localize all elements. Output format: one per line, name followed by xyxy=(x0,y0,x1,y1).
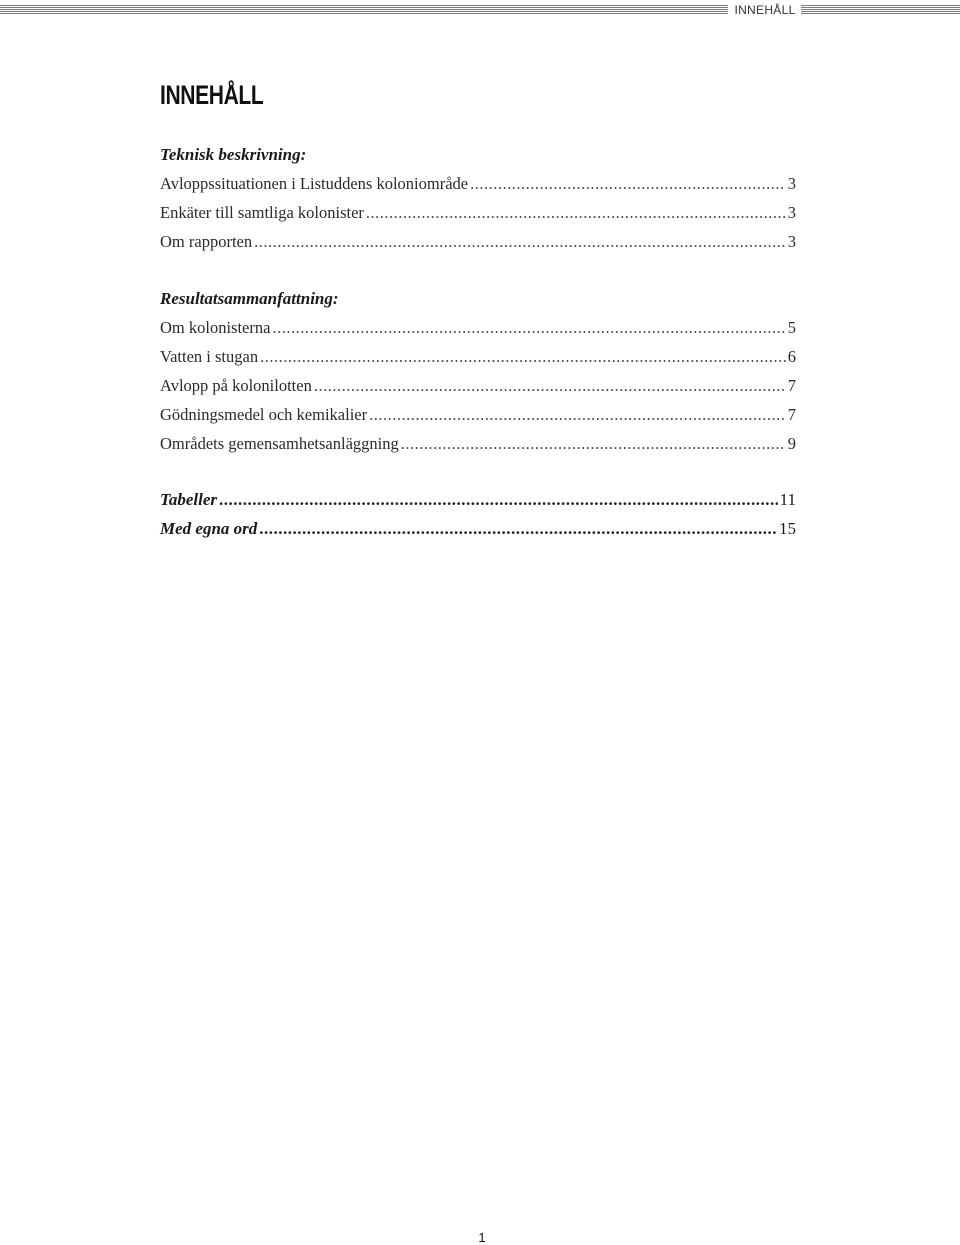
dot-leader xyxy=(366,198,786,227)
toc-entry-page: 3 xyxy=(787,232,796,251)
dot-leader xyxy=(272,313,785,342)
dot-leader xyxy=(219,485,778,514)
running-header xyxy=(0,1,960,19)
dot-leader xyxy=(314,371,786,400)
table-of-contents xyxy=(160,140,796,543)
toc-entry-label: Enkäter till samtliga kolonister xyxy=(160,203,364,222)
toc-entry-page: 7 xyxy=(787,376,796,395)
page-number: 1 xyxy=(478,1230,486,1245)
toc-entry-page: 3 xyxy=(787,203,796,222)
toc-entry[interactable] xyxy=(160,342,796,371)
toc-major-entry-page: 11 xyxy=(779,490,796,509)
toc-entry-label: Vatten i stugan xyxy=(160,347,259,366)
dot-leader xyxy=(401,429,786,458)
dot-leader xyxy=(260,342,786,371)
toc-entry[interactable] xyxy=(160,400,796,429)
toc-entry-label: Gödningsmedel och kemikalier xyxy=(160,405,368,424)
toc-major-entry-label: Tabeller xyxy=(160,490,217,509)
toc-entry[interactable] xyxy=(160,198,796,227)
toc-entry-page: 5 xyxy=(787,318,796,337)
toc-entry-page: 6 xyxy=(787,347,796,366)
toc-entry-label: Om kolonisterna xyxy=(160,318,271,337)
toc-entry[interactable] xyxy=(160,313,796,342)
toc-entry-page: 7 xyxy=(787,405,796,424)
toc-entry[interactable] xyxy=(160,169,796,198)
toc-major-entry-label: Med egna ord xyxy=(160,519,258,538)
section-gap xyxy=(160,256,796,284)
toc-entry[interactable] xyxy=(160,371,796,400)
running-header-text: INNEHÅLL xyxy=(734,3,796,17)
toc-entry[interactable] xyxy=(160,227,796,256)
toc-entry-page: 3 xyxy=(787,174,796,193)
dot-leader xyxy=(470,169,786,198)
toc-major-entry-page: 15 xyxy=(779,519,796,538)
section-gap xyxy=(160,458,796,485)
toc-entry-page: 9 xyxy=(787,434,796,453)
toc-major-entry[interactable] xyxy=(160,485,796,514)
toc-entry-label: Om rapporten xyxy=(160,232,253,251)
dot-leader xyxy=(259,514,777,543)
toc-section-heading: Teknisk beskrivning: xyxy=(160,145,307,164)
toc-entry-label: Områdets gemensamhetsanläggning xyxy=(160,434,399,453)
toc-entry-label: Avloppssituationen i Listuddens koloniområde xyxy=(160,174,469,193)
page-title: INNEHÅLL xyxy=(160,80,264,110)
toc-major-entry[interactable] xyxy=(160,514,796,543)
header-rule-left xyxy=(0,5,728,15)
dot-leader xyxy=(254,227,786,256)
toc-entry[interactable] xyxy=(160,429,796,458)
header-rule-right xyxy=(801,5,960,15)
dot-leader xyxy=(369,400,786,429)
toc-section-heading: Resultatsammanfattning: xyxy=(160,289,339,308)
toc-entry-label: Avlopp på kolonilotten xyxy=(160,376,312,395)
